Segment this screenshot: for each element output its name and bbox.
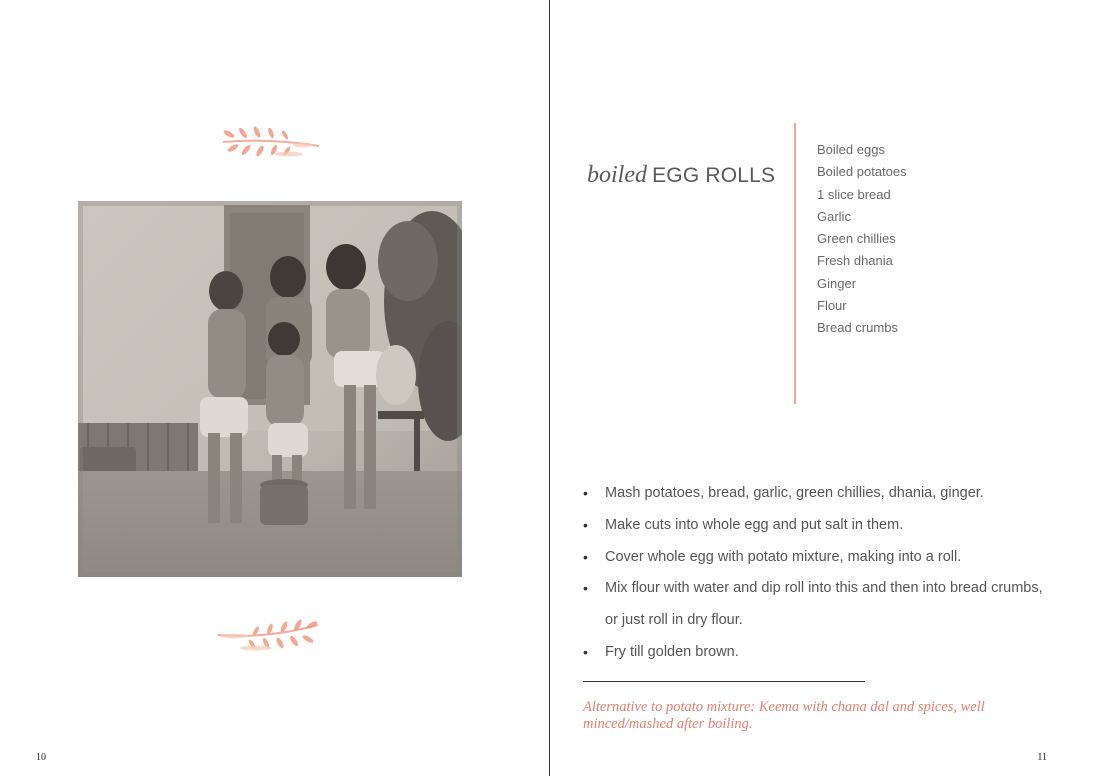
note-divider xyxy=(583,681,865,682)
ingredient-item: Garlic xyxy=(817,208,851,224)
alternative-note: Alternative to potato mixture: Keema with chana dal and spices, well minced/mashed after boiling. xyxy=(583,699,985,732)
method-step: • Cover whole egg with potato mixture, making into a roll. xyxy=(583,542,1053,574)
recipe-title xyxy=(587,162,775,189)
method-step: • Mash potatoes, bread, garlic, green chillies, dhania, ginger. xyxy=(583,478,1053,510)
ingredient-item: Ginger xyxy=(817,275,857,291)
photo-image xyxy=(78,201,462,577)
ingredient-item: Boiled eggs xyxy=(817,142,885,157)
left-page xyxy=(0,0,549,776)
sprig-icon xyxy=(219,124,323,160)
method-step: • Fry till golden brown. xyxy=(583,637,1053,669)
page-number-left: 10 xyxy=(36,752,46,763)
right-page xyxy=(550,0,1100,776)
ingredient-item: Boiled potatoes xyxy=(817,164,907,180)
sprig-icon xyxy=(216,617,322,653)
ingredient-item: Bread crumbs xyxy=(817,320,898,336)
recipe-title-main: EGG ROLLS xyxy=(652,164,776,187)
ingredient-item: Green chillies xyxy=(817,231,896,247)
recipe-title-emphasis: boiled xyxy=(587,162,647,188)
method-step: • Make cuts into whole egg and put salt in them. xyxy=(583,510,1053,542)
ingredient-item: Fresh dhania xyxy=(817,253,893,269)
page-number-right: 11 xyxy=(1037,752,1047,763)
family-photo xyxy=(78,201,462,577)
method-step: • Mix flour with water and dip roll into this and then into bread crumbs, or just roll in dry flour. xyxy=(583,573,1053,637)
ingredient-item: 1 slice bread xyxy=(817,186,891,202)
ingredient-list xyxy=(817,139,907,340)
ingredient-item: Flour xyxy=(817,298,847,314)
accent-rule xyxy=(794,123,796,404)
method-steps xyxy=(583,478,1053,669)
